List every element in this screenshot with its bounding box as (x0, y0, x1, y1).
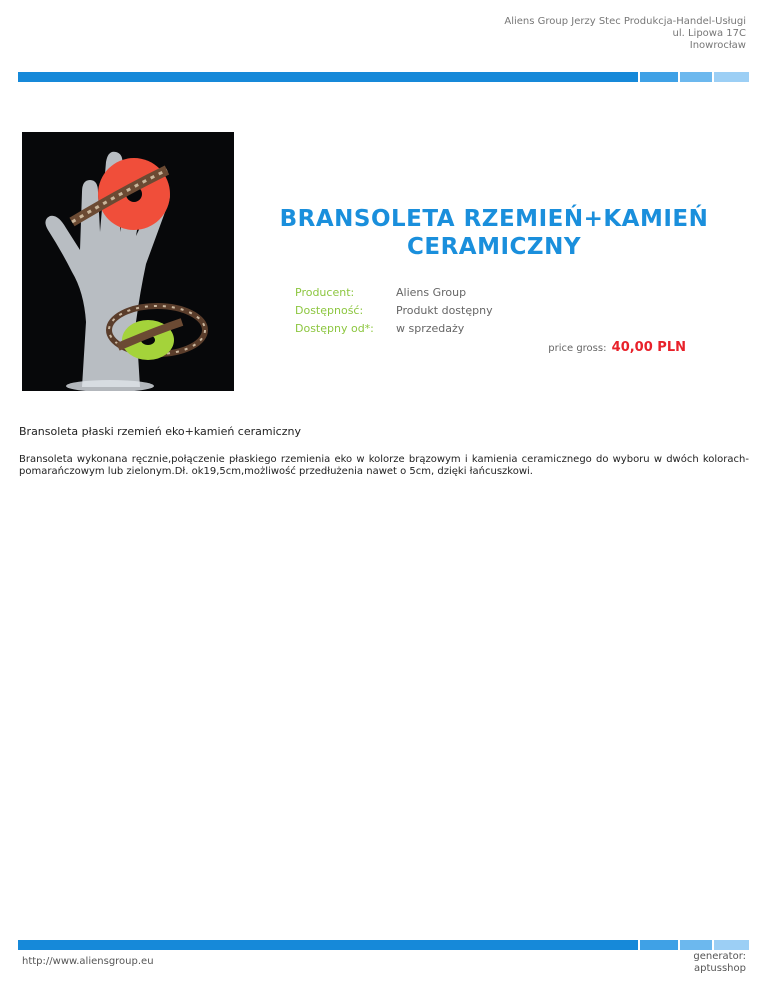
product-title-line1: BRANSOLETA RZEMIEŃ+KAMIEŃ (279, 206, 709, 232)
product-attributes (295, 286, 493, 340)
company-city: Inowrocław (689, 40, 746, 51)
attribute-value: Produkt dostępny (396, 304, 493, 317)
price-label: price gross: (548, 343, 607, 354)
attribute-value: Aliens Group (396, 286, 467, 299)
footer-generator (693, 951, 746, 975)
long-description: Bransoleta wykonana ręcznie,połączenie płaskiego rzemienia eko w kolorze brązowym i kamienia ceramicznego do wyboru w dwóch kolorach- pomarańczowym lub zielonym.Dł. ok19,5cm,możliwość przedłużenia nawet o 5cm, dzięki łańcuszkowi. (19, 454, 749, 477)
attribute-label: Producent: (295, 286, 355, 299)
footer-website-url: http://www.aliensgroup.eu (22, 956, 154, 967)
attribute-value: w sprzedaży (396, 322, 465, 335)
attribute-label: Dostępność: (295, 304, 364, 317)
product-title-line2: CERAMICZNY (406, 234, 581, 260)
company-street: ul. Lipowa 17C (672, 28, 746, 39)
price-block (548, 340, 686, 355)
company-name: Aliens Group Jerzy Stec Produkcja-Handel-Usługi (504, 16, 746, 27)
generator-label: generator: (693, 951, 746, 962)
attribute-row-available-from (295, 322, 493, 340)
company-address (504, 16, 746, 52)
product-image (22, 132, 234, 391)
footer-divider-bar (18, 940, 749, 950)
generator-name: aptusshop (694, 963, 746, 974)
header-divider-bar (18, 72, 749, 82)
attribute-label: Dostępny od*: (295, 322, 374, 335)
product-title (240, 205, 748, 261)
short-description: Bransoleta płaski rzemień eko+kamień ceramiczny (19, 425, 301, 438)
attribute-row-producer (295, 286, 493, 304)
attribute-row-availability (295, 304, 493, 322)
price-value: 40,00 PLN (611, 340, 686, 355)
